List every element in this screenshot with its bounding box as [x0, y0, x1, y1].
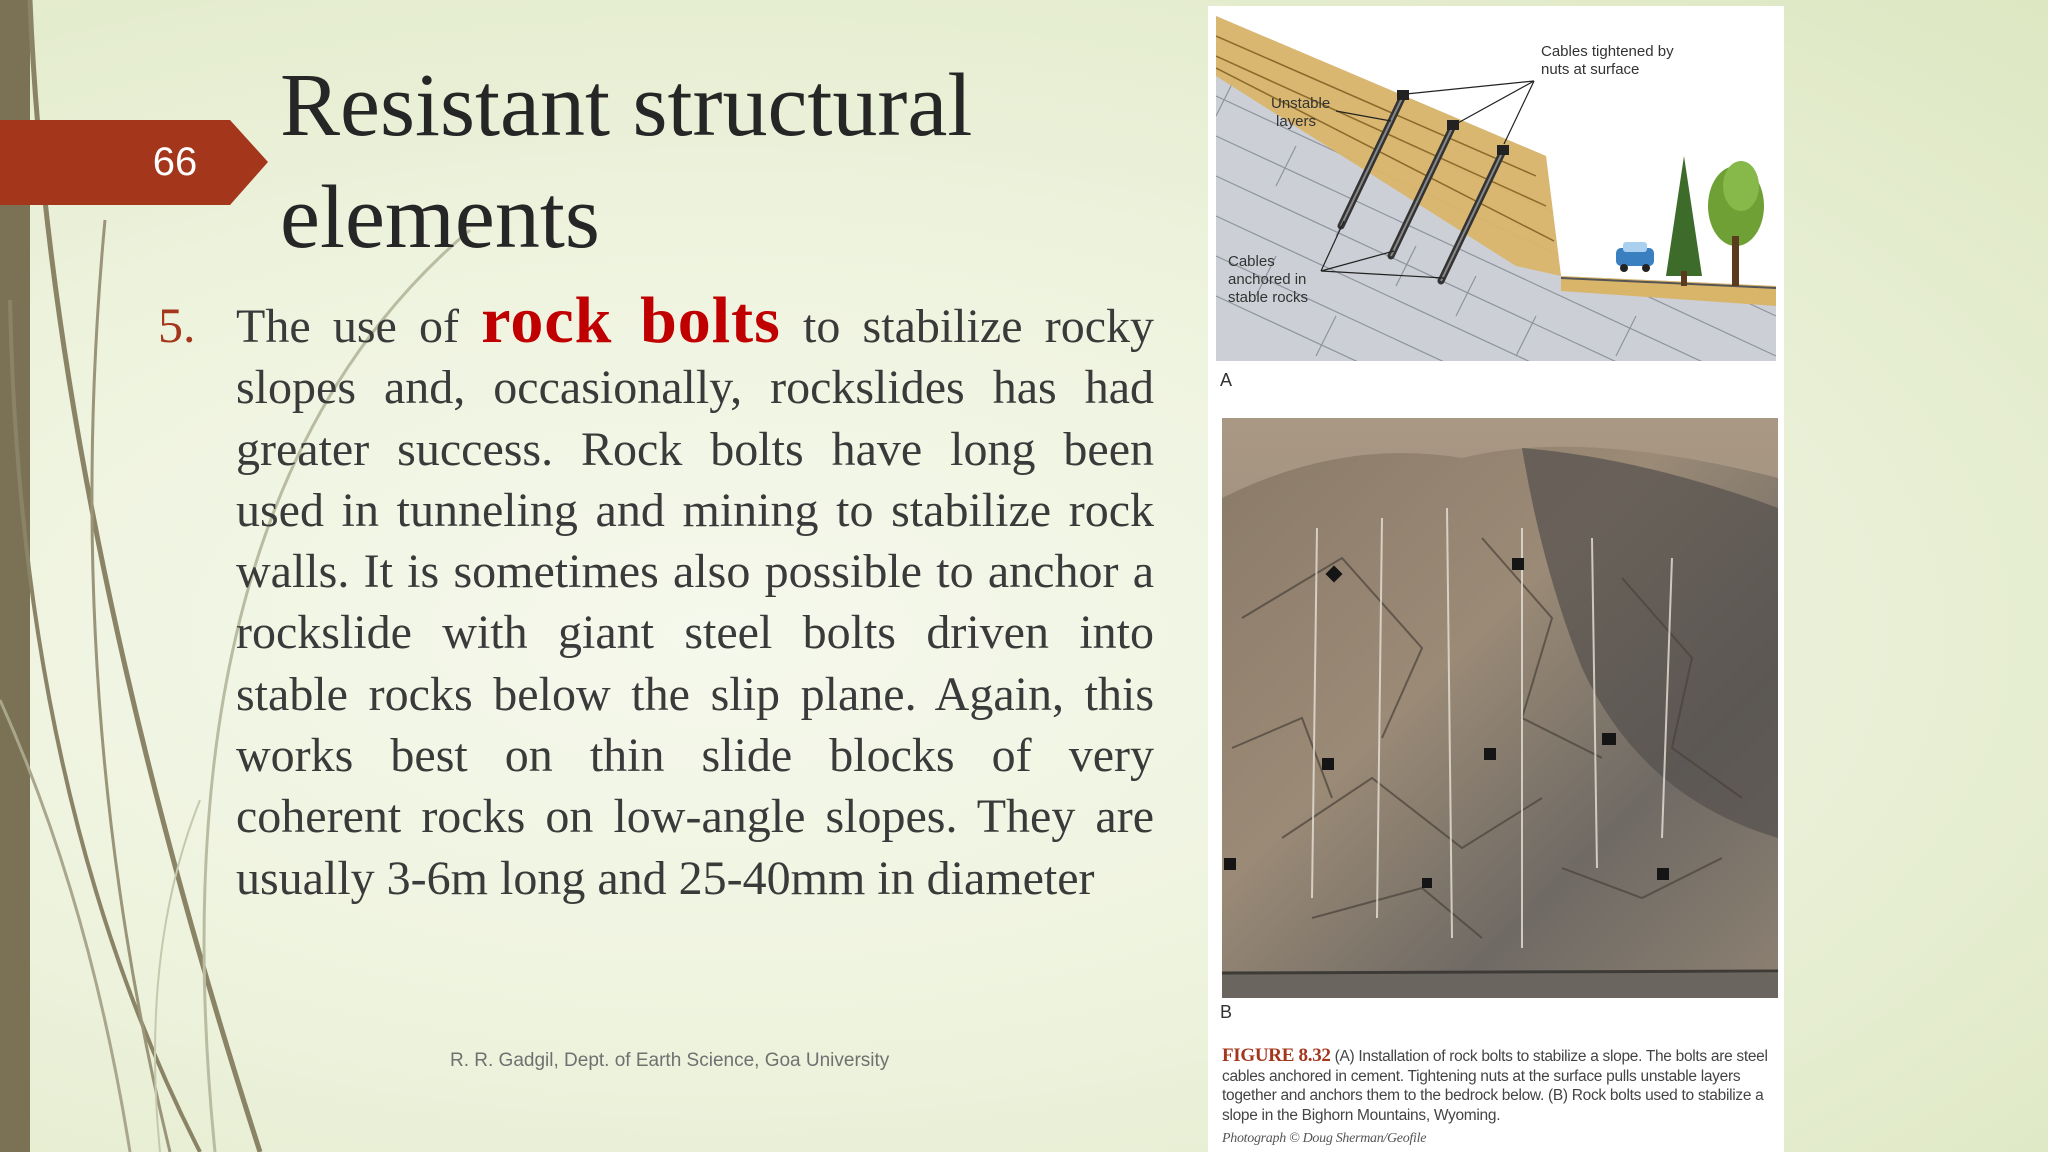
caption-credit: Photograph © Doug Sherman/Geofile — [1222, 1131, 1427, 1146]
rock-bolt-diagram — [1216, 16, 1776, 361]
diagram-label-anchored-2: anchored in — [1228, 271, 1307, 288]
diagram-label-cables-1: Cables tightened by — [1541, 43, 1674, 60]
car-icon — [1616, 242, 1654, 272]
list-item-number: 5. — [158, 297, 196, 353]
slide-number: 66 — [152, 140, 198, 184]
body-text-start: The use of — [236, 300, 482, 353]
body-paragraph — [236, 284, 1154, 909]
diagram-label-anchored-1: Cables — [1228, 253, 1275, 270]
tree-icon — [1666, 156, 1764, 286]
diagram-label-cables-2: nuts at surface — [1541, 61, 1640, 78]
panel-label-b: B — [1220, 1002, 1233, 1022]
diagram-label-unstable-2: layers — [1276, 113, 1317, 130]
panel-label-a: A — [1220, 370, 1233, 390]
body-text-rest: to stabilize rocky slopes and, occasionally, rockslides has had greater success. Rock bolts have long been used in tunneling and mining to stabilize rock walls. It is sometimes also possible to anchor a rockslide with giant steel bolts driven into stable rocks below the slip plane. Again, this works best on thin slide blocks of very coherent rocks on low-angle slopes. They are usually 3-6m long and 25-40mm in diameter — [236, 300, 1154, 905]
figure-panel — [1208, 6, 1784, 1152]
diagram-label-unstable-1: Unstable — [1271, 95, 1331, 112]
rock-slope-photo — [1222, 418, 1778, 998]
diagram-label-anchored-3: stable rocks — [1228, 289, 1309, 306]
footer-credit: R. R. Gadgil, Dept. of Earth Science, Goa University — [450, 1050, 890, 1071]
figure-caption — [1222, 1046, 1780, 1149]
slide-title: Resistant structural elements — [280, 56, 973, 267]
rock-bolts-emphasis: rock bolts — [481, 284, 781, 357]
caption-text: (A) Installation of rock bolts to stabilize a slope. The bolts are steel cables anchored in cement. Tightening nuts at the surface pulls unstable layers together and anchors them to the bedrock below. (B) Rock bolts used to stabilize a slope in the Bighorn Mountains, Wyoming. — [1222, 1048, 1768, 1124]
caption-figure-number: FIGURE 8.32 — [1222, 1045, 1331, 1066]
